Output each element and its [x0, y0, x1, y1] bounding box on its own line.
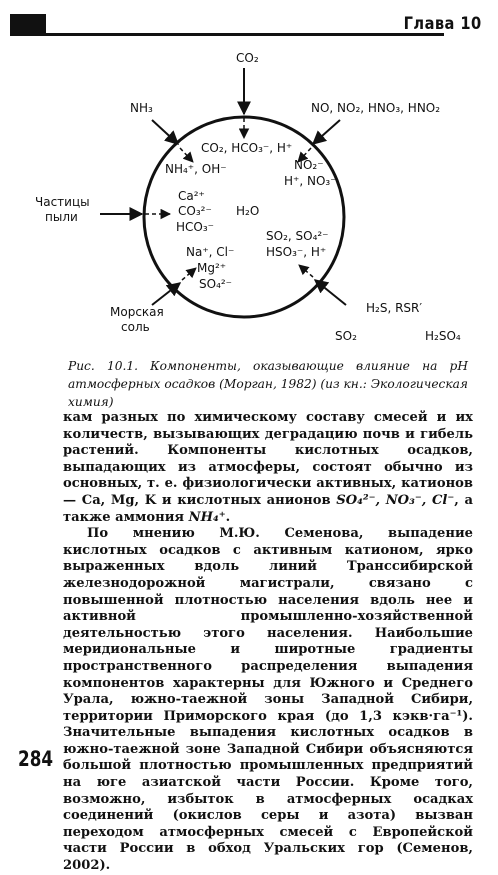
label-co3: CO₃²⁻	[178, 204, 212, 218]
label-sea-line2: соль	[121, 320, 150, 334]
label-so4: SO₄²⁻	[199, 277, 233, 291]
label-nox-group: NO, NO₂, HNO₃, HNO₂	[311, 101, 441, 115]
label-co2-hco3-h: CO₂, HCO₃⁻, H⁺	[201, 141, 293, 155]
body-text	[63, 410, 473, 875]
paragraph-1-ammonium: NH₄⁺	[188, 509, 226, 525]
arrow-sulfur-in	[315, 280, 346, 305]
label-dust-line1: Частицы	[35, 195, 90, 209]
paragraph-1	[63, 410, 473, 526]
label-h-no3: H⁺, NO₃⁻	[284, 174, 337, 188]
arrow-sea-salt-in	[152, 283, 180, 305]
label-ca: Ca²⁺	[178, 189, 205, 203]
label-sea-line1: Морская	[110, 305, 164, 319]
header-black-block	[10, 14, 46, 36]
label-hco3: HCO₃⁻	[176, 220, 214, 234]
arrow-nh3-in	[152, 120, 178, 144]
arrow-nox-in	[313, 120, 340, 144]
label-h2o: H₂O	[236, 204, 260, 218]
running-header	[10, 14, 488, 36]
label-co2-outer: CO₂	[236, 51, 259, 65]
label-nh4-oh: NH₄⁺, OH⁻	[165, 162, 227, 176]
label-no2-ion: NO₂⁻	[294, 158, 324, 172]
page-number: 284	[18, 747, 54, 771]
label-nh3: NH₃	[130, 101, 153, 115]
header-rule	[46, 33, 444, 36]
label-h2s-rsr: H₂S, RSR′	[366, 301, 423, 315]
ph-components-diagram	[0, 40, 498, 355]
chapter-title: Глава 10	[404, 14, 482, 34]
dashed-arrow-sulfur	[299, 265, 313, 277]
label-dust-line2: пыли	[45, 210, 78, 224]
paragraph-1-end: .	[225, 509, 231, 525]
label-so2-so4: SO₂, SO₄²⁻	[266, 229, 329, 243]
paragraph-1-anions: SO₄²⁻, NO₃⁻, Cl⁻	[336, 492, 455, 508]
paragraph-1-text: кам разных по химическому составу смесей и их количеств, вызывающих деградацию почв и гибель растений. Компоненты кислотных осадков, выпадающих из атмосферы, состоят обычно из основных, т. е. физиологически активных, катионов — Ca, Mg, K и кислотных анионов	[63, 410, 473, 508]
label-so2-outer: SO₂	[335, 329, 357, 343]
dashed-arrow-nh3	[180, 148, 193, 162]
label-na-cl: Na⁺, Cl⁻	[186, 245, 235, 259]
paragraph-1-middle: , а также аммония	[63, 492, 473, 525]
paragraph-2: По мнению М.Ю. Семенова, выпадение кислотных осадков с активным катионом, ярко выраженных вдоль линий Транссибирской железнодорожной магистрали, связано с повышенной плотностью населения вдоль нее и активной промышленно-хозяйственной деятельностью этого населения. Наибольшие меридиональные и широтные градиенты пространственного распределения выпадения компонентов характерны для Южного и Среднего Урала, южно-таежной зоны Западной Сибири, территории Приморского края (до 1,3 кэкв·га⁻¹). Значительные выпадения кислотных осадков в южно-таежной зоне Западной Сибири объясняются большой плотностью промышленных предприятий на юге азиатской части России. Кроме того, возможно, избыток в атмосферных осадках соединений (окислов серы и азота) вызван переходом атмосферных смесей с Европейской части России в обход Уральских гор (Семенов, 2002).	[63, 526, 473, 874]
dashed-arrow-sea-salt	[182, 268, 196, 280]
figure-caption: Рис. 10.1. Компоненты, оказывающие влияние на pH атмосферных осадков (Морган, 1982) (из кн.: Экологическая химия)	[68, 359, 468, 409]
label-h2so4: H₂SO₄	[425, 329, 461, 343]
label-mg: Mg²⁺	[197, 261, 227, 275]
label-hso3-h: HSO₃⁻, H⁺	[266, 245, 327, 259]
